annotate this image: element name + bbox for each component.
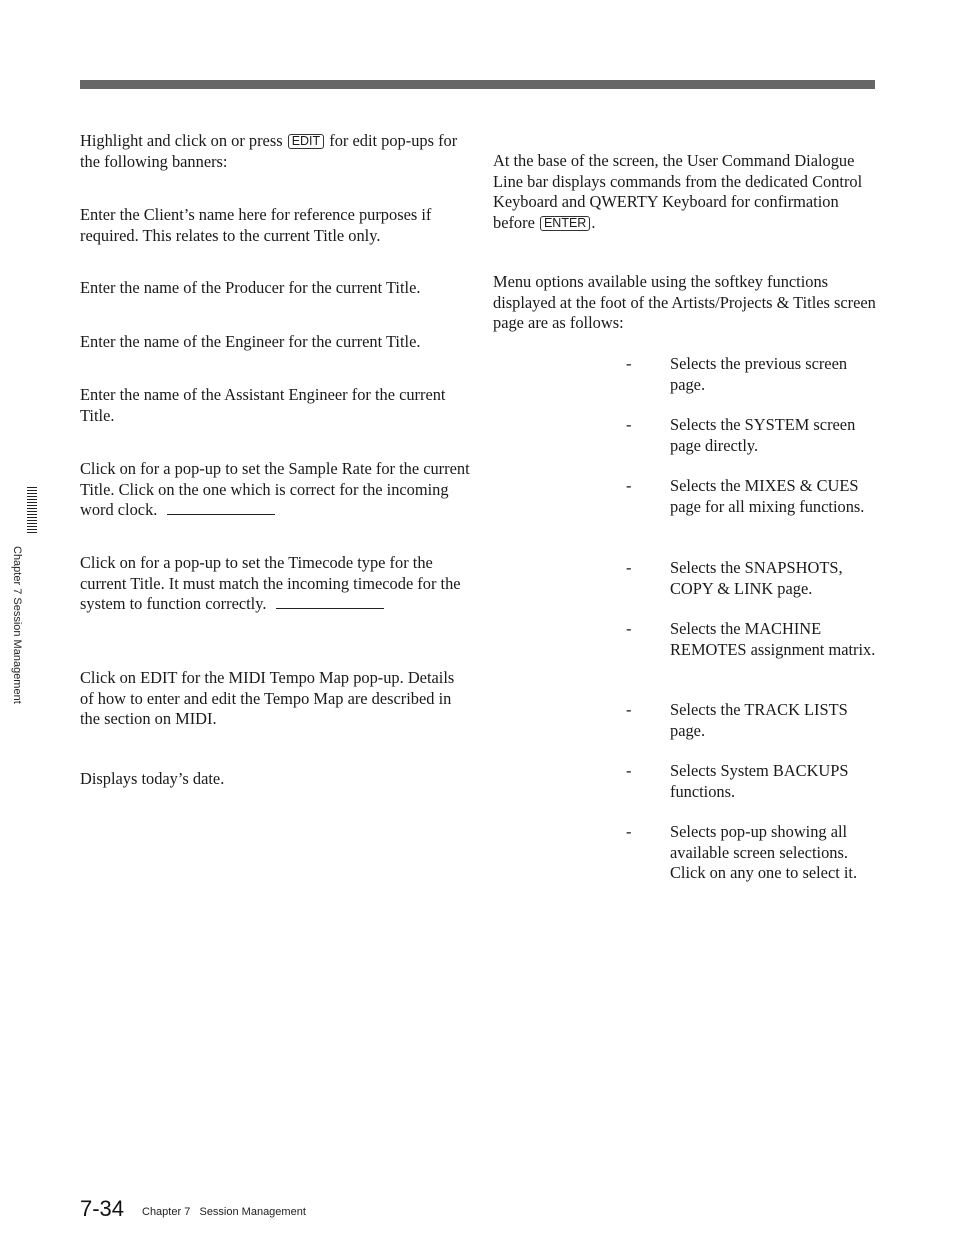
softkey-description: Selects the SYSTEM screen page directly. — [670, 415, 856, 455]
softkey-description: Selects the MACHINE REMOTES assignment matrix. — [670, 619, 876, 659]
intro-paragraph — [80, 131, 470, 172]
dash: - — [626, 619, 632, 638]
header-rule — [80, 80, 875, 89]
producer-paragraph: Enter the name of the Producer for the current Title. — [80, 278, 421, 297]
softkey-description: Selects the TRACK LISTS page. — [670, 700, 848, 740]
softkey-description: Selects the SNAPSHOTS, COPY & LINK page. — [670, 558, 843, 598]
sample-rate-paragraph — [80, 459, 470, 521]
dialogue-paragraph — [493, 151, 883, 233]
footer-chapter: Chapter 7 Session Management — [142, 1206, 306, 1218]
sample-rate-text: Click on for a pop-up to set the Sample Rate for the current Title. Click on the one which is correct for the incoming word clock. — [80, 459, 470, 520]
dash: - — [626, 761, 632, 780]
client-paragraph: Enter the Client’s name here for reference purposes if required. This relates to the current Title only. — [80, 205, 432, 245]
dash: - — [626, 354, 632, 373]
softkey-description: Selects pop-up showing all available screen selections. Click on any one to select it. — [670, 822, 858, 883]
date-paragraph: Displays today’s date. — [80, 769, 225, 788]
softkey-description: Selects the MIXES & CUES page for all mixing functions. — [670, 476, 865, 516]
chapter-thumb-tab — [27, 487, 37, 534]
edit-key: EDIT — [288, 134, 324, 149]
intro-text-end: for edit pop-ups for the following banners: — [80, 131, 458, 171]
dialogue-text: At the base of the screen, the User Command Dialogue Line bar displays commands from the dedicated Control Keyboard and QWERTY Keyboard for confirmation before — [493, 151, 863, 232]
midi-paragraph: Click on EDIT for the MIDI Tempo Map pop-up. Details of how to enter and edit the Tempo Map are described in the section on MIDI. — [80, 668, 455, 729]
menu-intro-paragraph: Menu options available using the softkey functions displayed at the foot of the Artists/Projects & Titles screen page are as follows: — [493, 272, 876, 333]
sample-rate-blank — [167, 500, 275, 515]
dialogue-end: . — [591, 212, 596, 232]
side-chapter-label: Chapter 7 Session Management — [11, 546, 23, 704]
dash: - — [626, 476, 632, 495]
softkey-description: Selects the previous screen page. — [670, 354, 848, 394]
enter-key: ENTER — [540, 216, 590, 231]
dash: - — [626, 558, 632, 577]
assistant-paragraph: Enter the name of the Assistant Engineer for the current Title. — [80, 385, 446, 425]
dash: - — [626, 700, 632, 719]
timecode-paragraph — [80, 553, 470, 615]
dash: - — [626, 822, 632, 841]
timecode-blank — [276, 594, 384, 609]
softkey-description: Selects System BACKUPS functions. — [670, 761, 849, 801]
intro-text: Highlight and click on or press — [80, 131, 283, 150]
engineer-paragraph: Enter the name of the Engineer for the current Title. — [80, 332, 421, 351]
dash: - — [626, 415, 632, 434]
timecode-text: Click on for a pop-up to set the Timecode type for the current Title. It must match the incoming timecode for the system to function correctly. — [80, 553, 461, 614]
page-number: 7-34 — [80, 1196, 125, 1221]
